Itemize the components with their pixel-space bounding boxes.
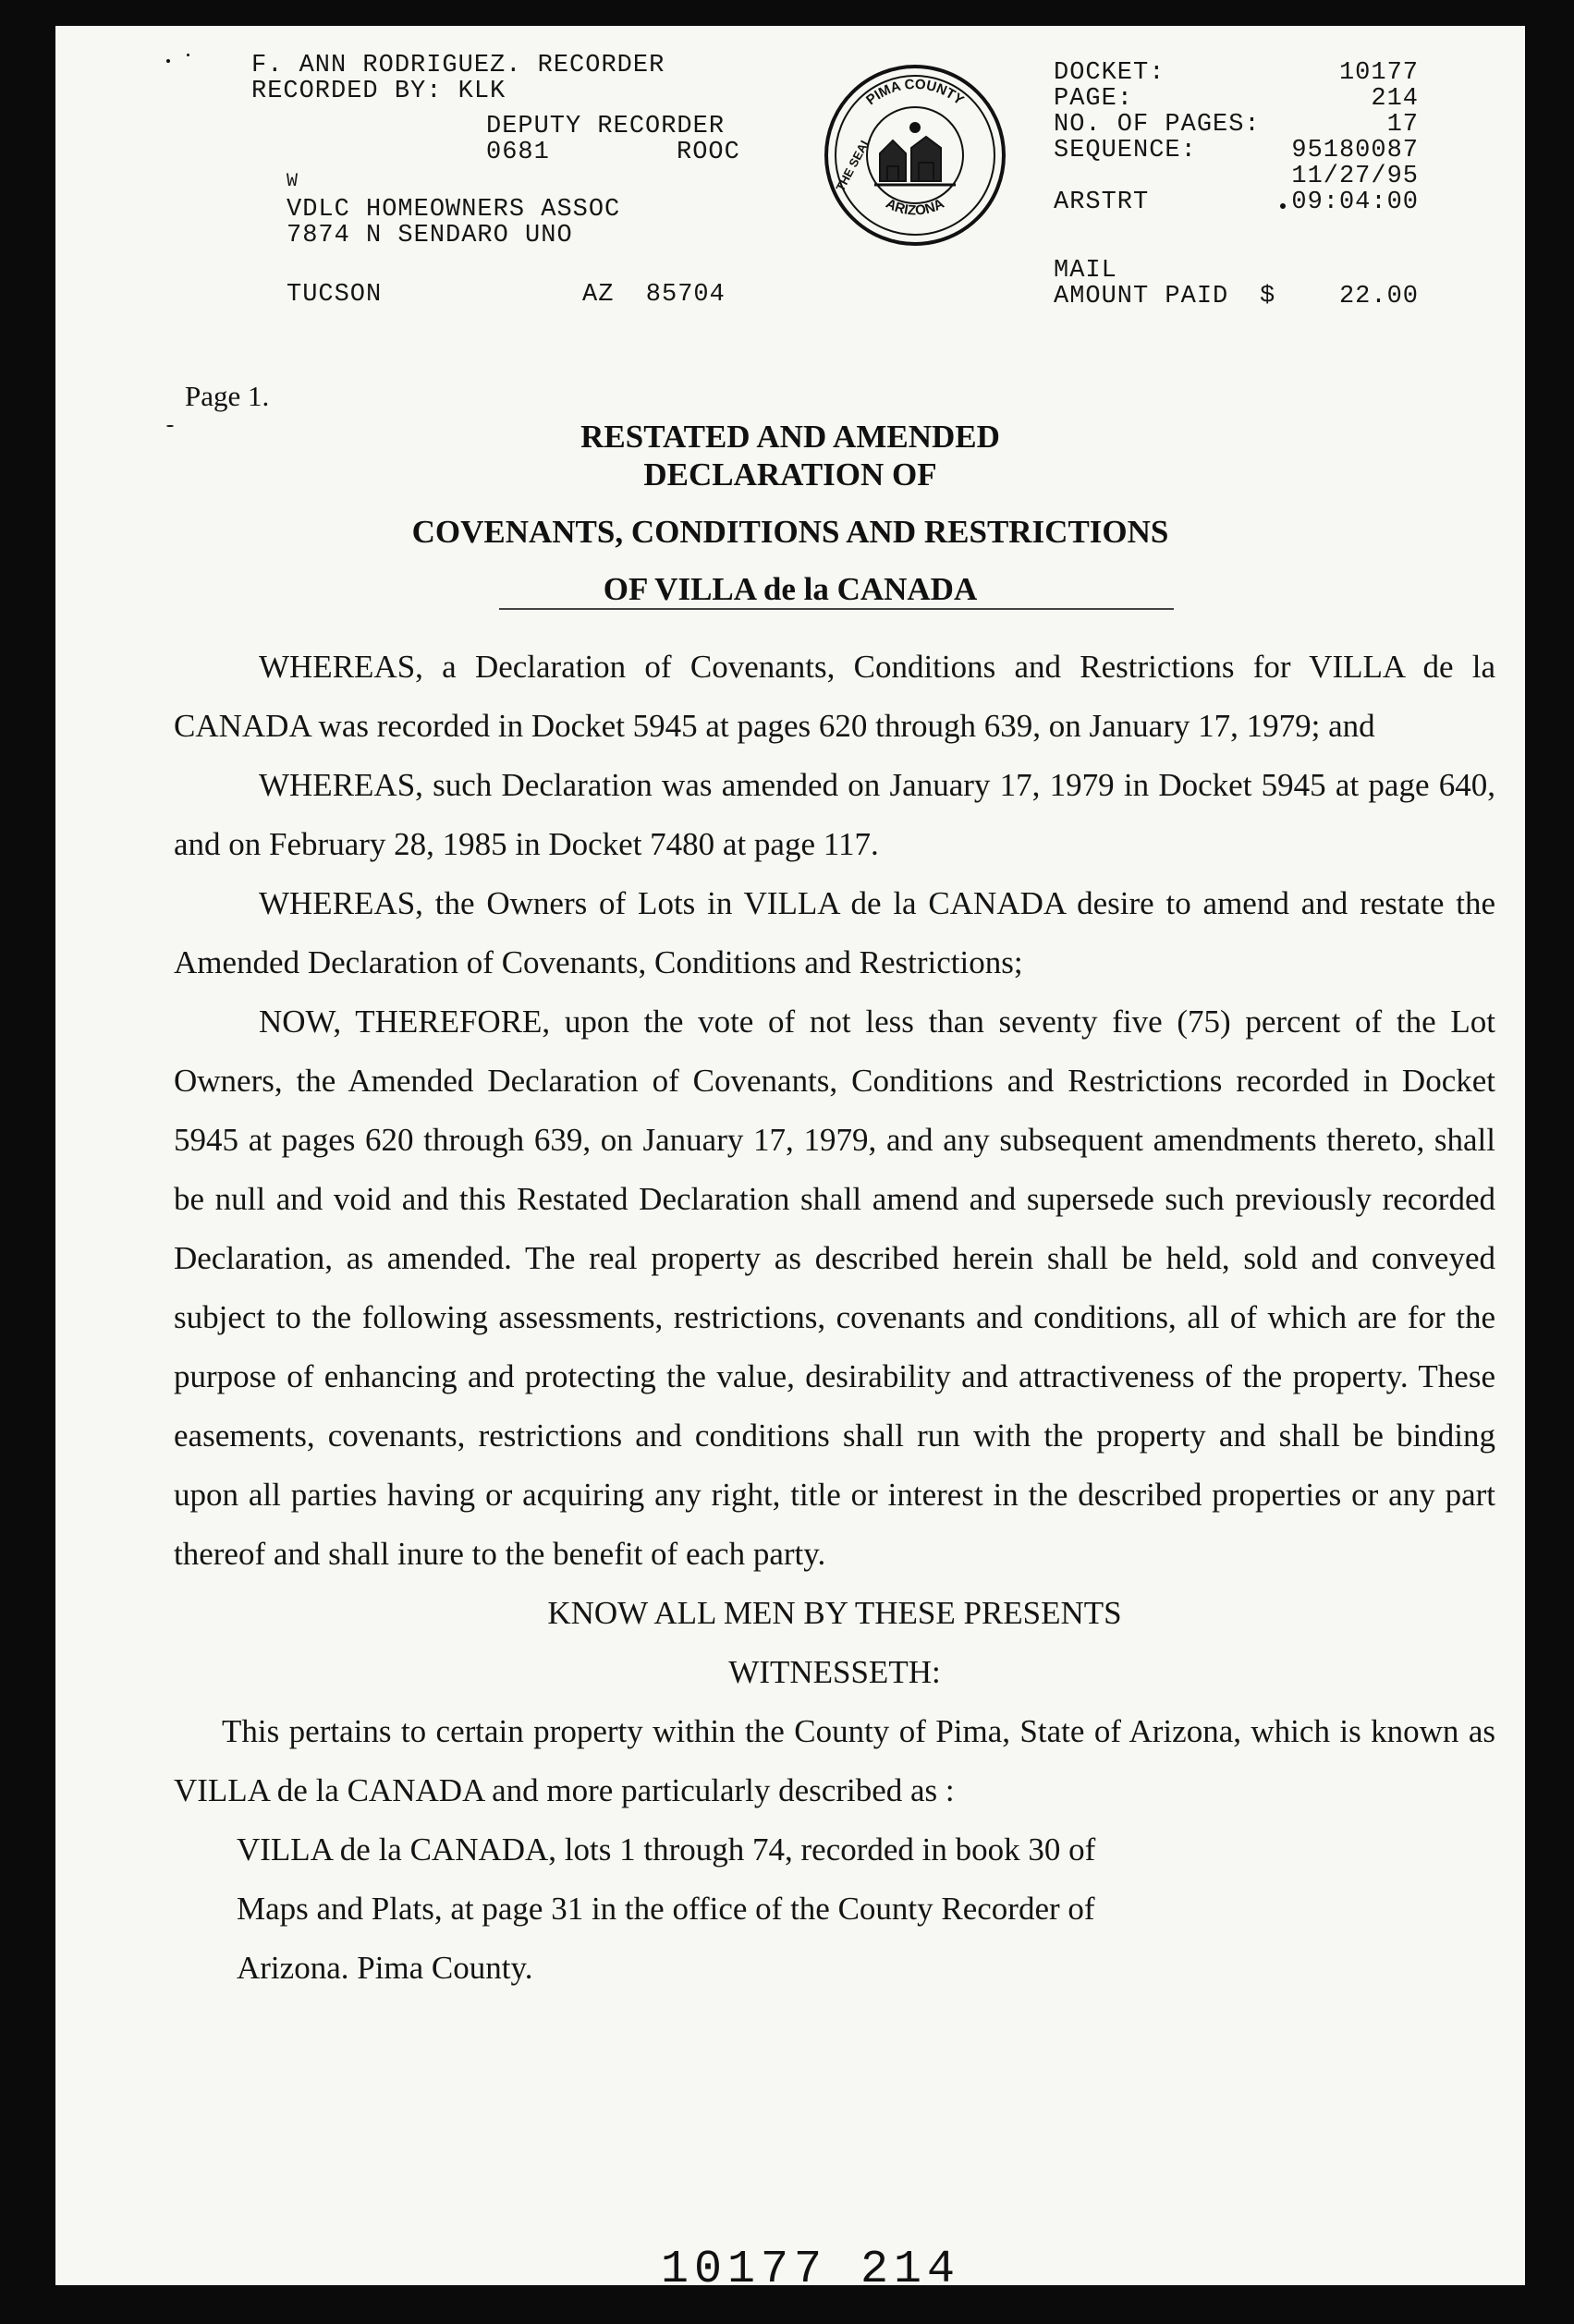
recorder-name: F. ANN RODRIGUEZ. RECORDER <box>251 52 665 79</box>
seal-left-text: THE SEAL <box>833 134 873 194</box>
page-number-label: Page 1. <box>185 380 270 412</box>
recorder-code-left: 0681 <box>486 139 550 166</box>
scan-speck <box>1280 203 1286 209</box>
paragraph-whereas-3: WHEREAS, the Owners of Lots in VILLA de la CANADA desire to amend and restate the Amended Declaration of Covenants, Conditions and Restrictions; <box>174 885 1495 980</box>
recorder-code-right: ROOC <box>677 139 740 166</box>
document-body <box>174 638 1495 1998</box>
title-line-2: DECLARATION OF <box>643 456 937 493</box>
footer-docket-page-number: 10177 214 <box>661 2244 961 2285</box>
docket-value: 10177 <box>1338 59 1419 87</box>
assoc-state-zip: AZ 85704 <box>582 281 726 309</box>
svg-text:ARIZONA <box>884 196 947 219</box>
know-all-men-heading: KNOW ALL MEN BY THESE PRESENTS <box>547 1595 1122 1631</box>
svg-text:PIMA COUNTY <box>863 77 967 108</box>
legal-description-line-2: Maps and Plats, at page 31 in the office of the County Recorder of <box>237 1891 1095 1927</box>
document-page <box>55 26 1525 2285</box>
title-line-4: OF VILLA de la CANADA <box>603 571 978 607</box>
recorded-by: RECORDED BY: KLK <box>251 78 506 105</box>
amount-paid-label: AMOUNT PAID <box>1054 283 1229 310</box>
assoc-name: VDLC HOMEOWNERS ASSOC <box>287 196 621 224</box>
paragraph-whereas-1: WHEREAS, a Declaration of Covenants, Conditions and Restrictions for VILLA de la CANADA was recorded in Docket 5945 at pages 620 through 639, on January 17, 1979; and <box>174 649 1495 744</box>
no-of-pages-label: NO. OF PAGES: <box>1054 111 1261 139</box>
county-seal-icon <box>823 63 1007 248</box>
paragraph-property: This pertains to certain property within the County of Pima, State of Arizona, which is known as VILLA de la CANADA and more particularly described as : <box>174 1713 1495 1808</box>
legal-description-line-1: VILLA de la CANADA, lots 1 through 74, recorded in book 30 of <box>237 1831 1096 1868</box>
title-underline <box>499 608 1174 610</box>
arstrt-label: ARSTRT <box>1054 189 1150 216</box>
paragraph-now-therefore: NOW, THEREFORE, upon the vote of not less than seventy five (75) percent of the Lot Owners, the Amended Declaration of Covenants, Conditions and Restrictions recorded in Docket 5945 at pages 620 through 639, on January 17, 1979, and any subsequent amendments thereto, shall be null and void and this Restated Declaration shall amend and supersede such previously recorded Declaration, as amended. The real property as described herein shall be held, sold and conveyed subject to the following assessments, restrictions, covenants and conditions, all of which are for the purpose of enhancing and protecting the value, desirability and attractiveness of the property. These easements, covenants, restrictions and conditions shall run with the property and shall be binding upon all parties having or acquiring any right, title or interest in the described properties or any part thereof and shall inure to the benefit of each party. <box>174 1004 1495 1572</box>
recorded-date: 11/27/95 <box>1291 163 1419 190</box>
deputy-recorder: DEPUTY RECORDER <box>486 113 726 140</box>
no-of-pages-value: 17 <box>1386 111 1419 139</box>
page-label: PAGE: <box>1054 85 1134 113</box>
seal-bottom-text: ARIZONA <box>883 195 947 219</box>
page-value: 214 <box>1371 85 1419 113</box>
seal-top-text: PIMA COUNTY <box>863 76 967 109</box>
assoc-city: TUCSON <box>287 281 383 309</box>
recorded-time: 09:04:00 <box>1291 189 1419 216</box>
recorder-w: W <box>287 171 299 192</box>
assoc-address: 7874 N SENDARO UNO <box>287 222 573 249</box>
docket-label: DOCKET: <box>1054 59 1165 87</box>
amount-paid-value: $ 22.00 <box>1259 283 1419 310</box>
scan-speck <box>166 425 174 427</box>
scan-speck <box>166 59 170 63</box>
mail-label: MAIL <box>1054 257 1117 285</box>
witnesseth-heading: WITNESSETH: <box>728 1654 941 1690</box>
paragraph-whereas-2: WHEREAS, such Declaration was amended on January 17, 1979 in Docket 5945 at page 640, and on February 28, 1985 in Docket 7480 at page 117. <box>174 767 1495 862</box>
scan-speck <box>187 54 189 56</box>
legal-description-line-3: Arizona. Pima County. <box>237 1950 533 1986</box>
title-line-1: RESTATED AND AMENDED <box>580 419 1000 455</box>
sequence-value: 95180087 <box>1291 137 1419 164</box>
title-line-3: COVENANTS, CONDITIONS AND RESTRICTIONS <box>411 514 1169 550</box>
sequence-label: SEQUENCE: <box>1054 137 1197 164</box>
